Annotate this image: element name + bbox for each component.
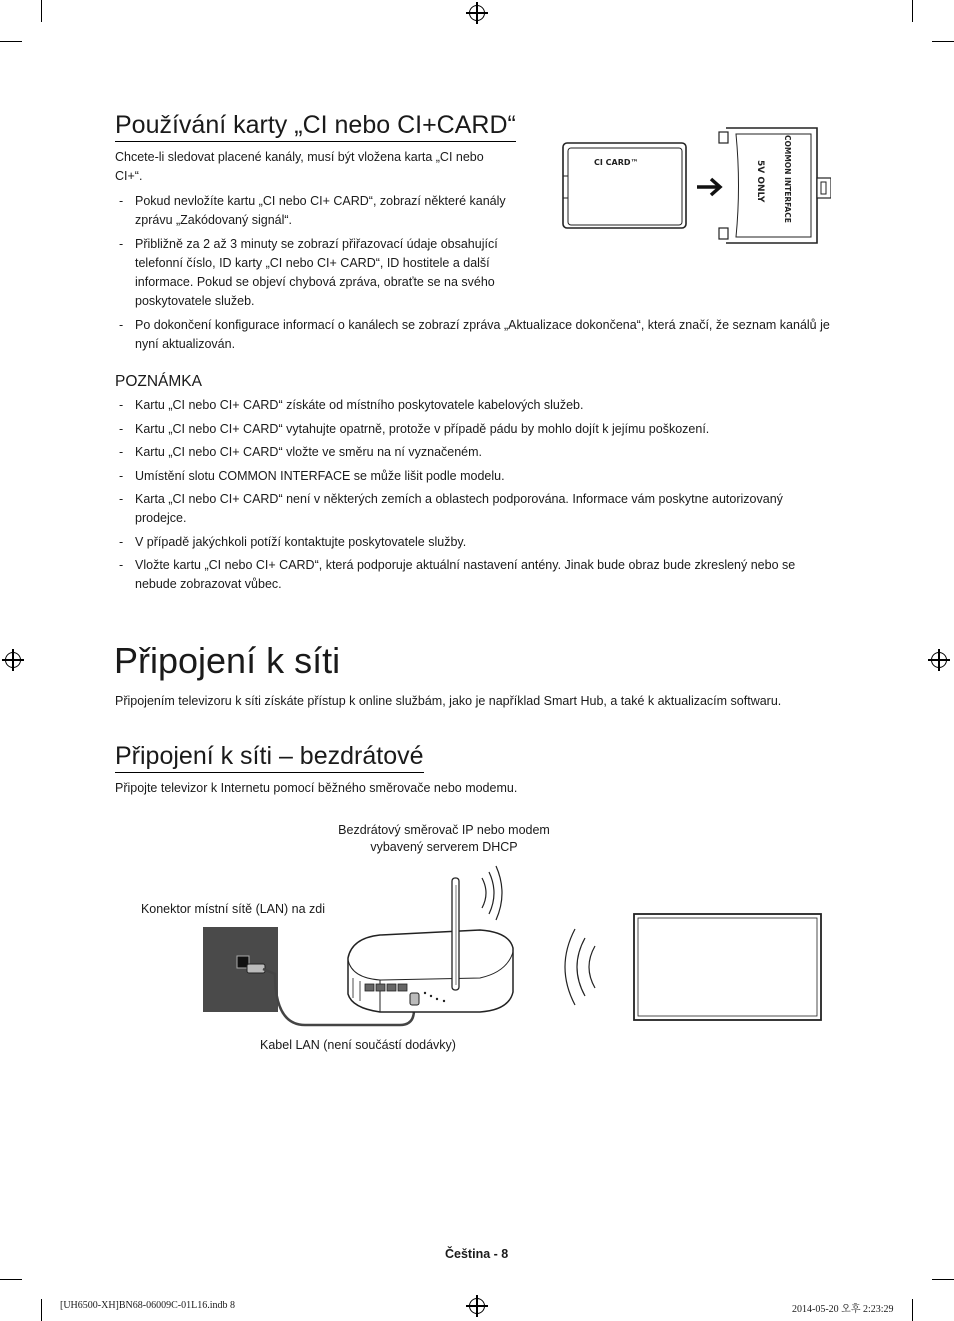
crop-mark [912,1299,913,1321]
crop-mark [912,0,913,22]
router-antenna [452,878,459,990]
wireless-title: Připojení k síti – bezdrátové [115,741,424,773]
ci-intro: Chcete-li sledovat placené kanály, musí být vložena karta „CI nebo CI+“. [115,150,484,183]
wifi-signal-icon [565,929,595,1005]
crop-mark [41,1299,42,1321]
wifi-signal-icon [482,866,502,920]
crop-mark [932,1279,954,1280]
note-list [115,396,837,599]
crop-mark [0,41,22,42]
list-item: - V případě jakýchkoli potíží kontaktujte poskytovatele služby. [115,533,837,552]
card-label: CI CARD™ [594,158,639,167]
network-intro: Připojením televizoru k síti získáte přístup k online službám, jako je například Smart Hub, a také k aktualizacím softwaru. [115,694,782,708]
wall-lan-label: Konektor místní sítě (LAN) na zdi [140,902,326,916]
list-item: - Pokud nevložíte kartu „CI nebo CI+ CARD“, zobrazí některé kanály zprávu „Zakódovaný signál“. [115,192,525,230]
registration-mark-icon [5,652,21,668]
network-title: Připojení k síti [114,640,341,681]
slot-label-5v: 5V ONLY [755,160,765,203]
list-item: - Po dokončení konfigurace informací o kanálech se zobrazí zpráva „Aktualizace dokončena“, která značí, že seznam kanálů je nyní aktualizován. [115,316,830,354]
registration-mark-icon [469,5,485,21]
footer-file: [UH6500-XH]BN68-06009C-01L16.indb 8 [60,1300,235,1311]
slot-label-common-interface: COMMON INTERFACE [783,135,792,223]
registration-mark-icon [469,1298,485,1314]
ci-section-title: Používání karty „CI nebo CI+CARD“ [115,110,516,142]
network-diagram [195,860,830,1032]
list-item: - Karta „CI nebo CI+ CARD“ není v některých zemích a oblastech podporována. Informace vám poskytne autorizovaný prodejce. [115,490,837,528]
list-item: - Umístění slotu COMMON INTERFACE se může lišit podle modelu. [115,467,837,486]
page-number: Čeština - 8 [445,1247,509,1261]
ci-card-illustration [556,120,831,250]
router [348,930,513,1012]
note-heading: POZNÁMKA [115,373,202,390]
ci-bullet-wide [115,316,830,359]
list-item: - Kartu „CI nebo CI+ CARD“ vytahujte opatrně, protože v případě pádu by mohlo dojít k jejímu poškození. [115,420,837,439]
lan-cable-label: Kabel LAN (není součástí dodávky) [260,1038,456,1052]
crop-mark [0,1279,22,1280]
wireless-intro: Připojte televizor k Internetu pomocí běžného směrovače nebo modemu. [115,781,518,795]
list-item: - Vložte kartu „CI nebo CI+ CARD“, která podporuje aktuální nastavení antény. Jinak bude obraz bude zkreslený nebo se nebude zobrazovat vůbec. [115,556,837,594]
tv-icon [634,914,821,1020]
router-label: Bezdrátový směrovač IP nebo modem vybavený serverem DHCP [338,823,550,854]
footer-timestamp: 2014-05-20 오후 2:23:29 [792,1304,894,1315]
list-item: - Kartu „CI nebo CI+ CARD“ získáte od místního poskytovatele kabelových služeb. [115,396,837,415]
crop-mark [932,41,954,42]
list-item: - Přibližně za 2 až 3 minuty se zobrazí přiřazovací údaje obsahující telefonní číslo, ID karty „CI nebo CI+ CARD“, ID hostitele a další informace. Pokud se objeví chybová zpráva, obraťte se na svého poskytovatele služeb. [115,235,525,311]
crop-mark [41,0,42,22]
list-item: - Kartu „CI nebo CI+ CARD“ vložte ve směru na ní vyznačeném. [115,443,837,462]
ci-bullet-list [115,192,525,315]
registration-mark-icon [931,652,947,668]
